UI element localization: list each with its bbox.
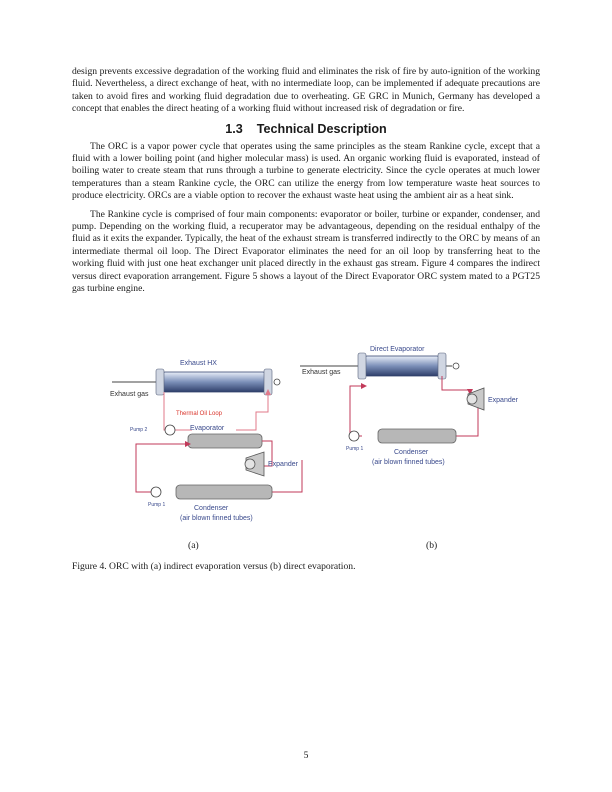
label-pump-1-a: Pump 1 [148,502,166,508]
exhaust-outlet-b [453,363,459,369]
fluid-to-evaporator-b [350,386,364,436]
label-direct-evaporator: Direct Evaporator [370,346,425,353]
label-condenser-sub-b: (air blown finned tubes) [372,459,445,466]
condenser-b [378,429,456,443]
label-condenser-sub-a: (air blown finned tubes) [180,515,253,522]
fluid-to-expander-b [442,376,470,392]
exhaust-outlet-a [274,379,280,385]
oil-loop-return [236,392,268,430]
figure-4 [72,346,540,576]
direct-evaporator [358,353,446,379]
paragraph-intro: design prevents excessive degradation of the working fluid and eliminates the risk of fire by auto-ignition of the working fluid. Nevertheless, a direct exchange of heat, with no intermediate loop, can be implemented if adequate precautions are taken to avoid fires and working fluid degradation due to overheating. GE GRC in Munich, Germany has developed a concept that enables the direct heating of a working fluid without increased risk of degradation or fire. [72,66,540,115]
label-condenser-b: Condenser [394,449,429,456]
section-number: 1.3 [225,121,243,136]
label-expander-b: Expander [488,397,518,404]
label-thermal-oil-loop: Thermal Oil Loop [176,411,223,417]
label-expander-a: Expander [268,461,298,468]
exhaust-hx [156,369,272,395]
label-exhaust-gas-b: Exhaust gas [302,369,341,376]
pump-1-icon-a [151,487,161,497]
expander-icon-a [245,452,264,476]
page-number: 5 [303,750,309,761]
label-pump-2: Pump 2 [130,427,148,433]
paragraph-orc: The ORC is a vapor power cycle that operates using the same principles as the steam Rankine cycle, except that a fluid with a lower boiling point (and higher molecular mass) is used. An organic working fluid is evaporated, instead of boiling water to create steam that runs through a turbine to generate electricity. Since the cycle operates at much lower temperatures than a steam Rankine cycle, the ORC can utilize the energy from low temperature waste heat sources to produce electricity. ORCs are a viable option to recover the exhaust waste heat using the ambient air as a heat sink. [72,140,540,202]
panel-label-b: (b) [426,540,438,551]
label-pump-1-b: Pump 1 [346,446,364,452]
label-exhaust-hx: Exhaust HX [180,360,217,367]
paragraph-rankine: The Rankine cycle is comprised of four main components: evaporator or boiler, turbine or expander, condenser, and pump. Depending on the working fluid, a recuperator may be advantageous, depending on the residual enthalpy of the fluid as it exits the expander. Typically, the heat of the exhaust stream is transferred indirectly to the ORC by means of an intermediate thermal oil loop. The Direct Evaporator eliminates the need for an oil loop by transferring heat to the working fluid with just one heat exchanger unit placed directly in the exhaust gas stream. Figure 4 compares the indirect versus direct evaporation arrangement. Figure 5 shows a layout of the Direct Evaporator ORC system mated to a PGT25 gas turbine engine. [72,208,540,295]
label-evaporator: Evaporator [190,425,225,432]
section-heading [72,122,540,137]
figure-caption: Figure 4. ORC with (a) indirect evaporation versus (b) direct evaporation. [72,561,356,572]
pump-2-icon [165,425,175,435]
condenser-a [176,485,272,499]
fluid-to-condenser-b [456,408,478,436]
evaporator-a [188,434,262,448]
panel-b [300,346,519,466]
label-exhaust-gas-a: Exhaust gas [110,391,149,398]
panel-label-a: (a) [188,540,199,551]
panel-a [110,360,302,522]
label-condenser-a: Condenser [194,505,229,512]
page-body [72,66,540,296]
pump-1-icon-b [349,431,359,441]
section-title: Technical Description [256,121,387,136]
figure-diagram [72,346,540,542]
